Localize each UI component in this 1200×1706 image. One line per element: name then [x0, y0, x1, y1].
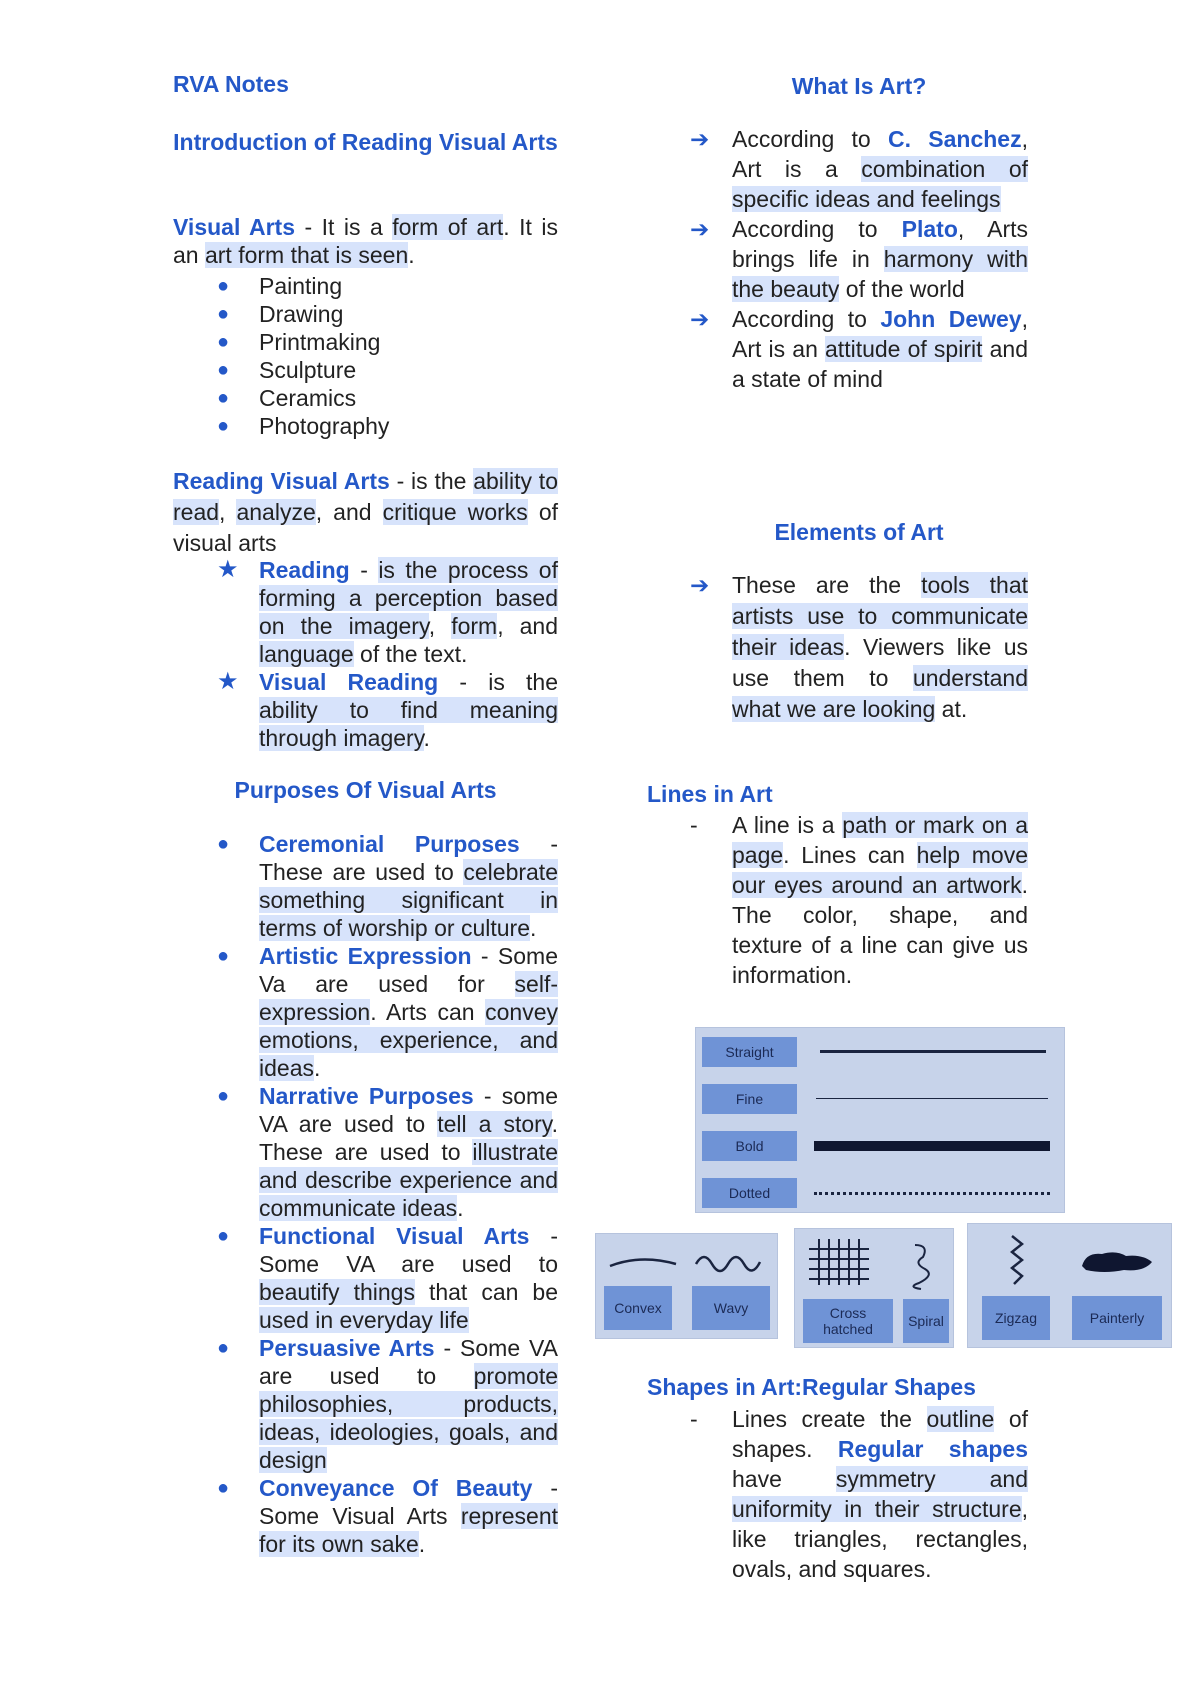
line-types-image: [695, 1027, 1065, 1213]
list-item: ● Ceremonial Purposes - These are used to celebrate something significant in terms of worship or culture.: [217, 831, 558, 941]
list-item: ● Photography: [217, 413, 390, 439]
star-icon: ★: [217, 556, 239, 583]
list-item: ★ Visual Reading - is the ability to find meaning through imagery.: [217, 668, 558, 751]
label-fine: Fine: [702, 1084, 797, 1114]
cross-hatched-spiral-image: [794, 1228, 954, 1348]
what-is-art-heading: What Is Art?: [791, 73, 927, 99]
bullet-icon: ●: [217, 331, 230, 353]
label-spiral: Spiral: [903, 1299, 949, 1343]
list-item: ● Painting: [217, 273, 343, 299]
elements-heading: Elements of Art: [774, 519, 944, 545]
bullet-icon: ●: [217, 303, 230, 325]
label-straight: Straight: [702, 1037, 797, 1067]
purposes-list: [173, 830, 558, 1558]
zigzag-painterly-image: [967, 1223, 1172, 1348]
list-item: ➔ According to John Dewey, Art is an attitude of spirit and a state of mind: [690, 306, 1028, 392]
arrow-right-icon: ➔: [690, 572, 710, 598]
list-item: ● Functional Visual Arts - Some VA are used to beautify things that can be used in everyday life: [217, 1223, 559, 1333]
lines-heading: Lines in Art: [647, 781, 773, 807]
reading-sublist: [173, 556, 558, 752]
dash-marker: -: [690, 1406, 698, 1432]
bullet-icon: ●: [217, 945, 230, 967]
list-item: - Lines create the outline of shapes. Regular shapes have symmetry and uniformity in their structure, like triangles, rectangles, ovals, and squares.: [690, 1406, 1028, 1582]
list-item: ● Persuasive Arts - Some VA are used to promote philosophies, products, ideas, ideologies, goals, and design: [217, 1335, 559, 1473]
what-is-art-list: [690, 124, 1028, 394]
purposes-heading: Purposes Of Visual Arts: [234, 777, 497, 803]
label-zigzag: Zigzag: [982, 1296, 1050, 1340]
arrow-right-icon: ➔: [690, 306, 710, 332]
bullet-icon: ●: [217, 833, 230, 855]
bullet-icon: ●: [217, 275, 230, 297]
list-item: - A line is a path or mark on a page. Lines can help move our eyes around an artwork. The color, shape, and texture of a line can give us information.: [690, 812, 1029, 988]
arrow-right-icon: ➔: [690, 126, 710, 152]
elements-list: [690, 570, 1028, 725]
shapes-heading: Shapes in Art:Regular Shapes: [647, 1374, 976, 1400]
bullet-icon: ●: [217, 359, 230, 381]
label-cross-hatched: Cross hatched: [803, 1299, 893, 1343]
straight-line-sample: [820, 1050, 1046, 1053]
bullet-icon: ●: [217, 415, 230, 437]
arrow-right-icon: ➔: [690, 216, 710, 242]
list-item: ● Drawing: [217, 301, 344, 327]
label-convex: Convex: [604, 1286, 672, 1330]
intro-heading: Introduction of Reading Visual Arts: [173, 129, 558, 155]
list-item: ➔ According to C. Sanchez, Art is a combination of specific ideas and feelings: [690, 126, 1028, 212]
list-item: ➔ These are the tools that artists use to communicate their ideas. Viewers like us use them to understand what we are looking at.: [690, 572, 1029, 722]
reading-visual-arts-definition: Reading Visual Arts - is the ability to read, analyze, and critique works of visual arts: [173, 468, 558, 556]
star-icon: ★: [217, 668, 239, 695]
art-forms-list: [173, 272, 558, 440]
bullet-icon: ●: [217, 387, 230, 409]
dotted-line-sample: [814, 1192, 1050, 1195]
convex-wavy-sketch: [606, 1244, 771, 1279]
lines-list: [690, 810, 1028, 990]
doc-title: RVA Notes: [173, 71, 289, 97]
list-item: ● Narrative Purposes - some VA are used to tell a story. These are used to illustrate and describe experience and communicate ideas.: [217, 1083, 558, 1221]
list-item: ★ Reading - is the process of forming a perception based on the imagery, form, and language of the text.: [217, 556, 558, 667]
list-item: ● Artistic Expression - Some Va are used for self-expression. Arts can convey emotions, experience, and ideas.: [217, 943, 558, 1081]
label-bold: Bold: [702, 1131, 797, 1161]
convex-wavy-image: [595, 1233, 778, 1339]
visual-arts-definition: Visual Arts - It is a form of art. It is an art form that is seen.: [173, 214, 558, 268]
list-item: ➔ According to Plato, Arts brings life in harmony with the beauty of the world: [690, 216, 1028, 302]
hatch-spiral-sketch: [803, 1235, 948, 1290]
fine-line-sample: [816, 1098, 1048, 1099]
zigzag-painterly-sketch: [976, 1232, 1166, 1290]
list-item: ● Ceramics: [217, 385, 357, 411]
dash-marker: -: [690, 812, 698, 838]
list-item: ● Sculpture: [217, 357, 357, 383]
label-wavy: Wavy: [692, 1286, 770, 1330]
label-dotted: Dotted: [702, 1178, 797, 1208]
visual-arts-term: Visual Arts: [173, 214, 295, 240]
bullet-icon: ●: [217, 1225, 230, 1247]
bold-line-sample: [814, 1141, 1050, 1151]
label-painterly: Painterly: [1072, 1296, 1162, 1340]
list-item: ● Conveyance Of Beauty - Some Visual Arts represent for its own sake.: [217, 1475, 558, 1557]
bullet-icon: ●: [217, 1477, 230, 1499]
bullet-icon: ●: [217, 1337, 230, 1359]
list-item: ● Printmaking: [217, 329, 381, 355]
bullet-icon: ●: [217, 1085, 230, 1107]
shapes-list: [690, 1404, 1028, 1584]
